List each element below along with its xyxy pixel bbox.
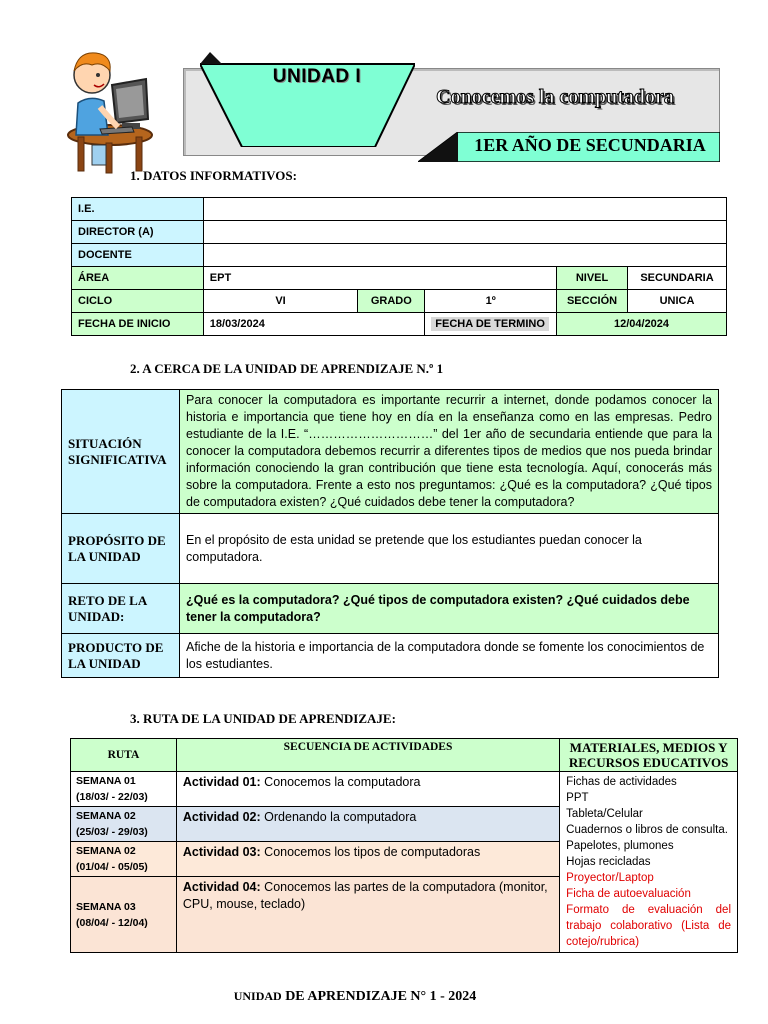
docente-value[interactable] bbox=[203, 244, 726, 267]
week-label: SEMANA 01 bbox=[76, 775, 136, 787]
docente-label: DOCENTE bbox=[72, 244, 204, 267]
route-table bbox=[70, 738, 738, 953]
week-cell bbox=[71, 877, 177, 953]
inicio-label: FECHA DE INICIO bbox=[72, 313, 204, 336]
info-table bbox=[71, 197, 727, 336]
material-item: Cuadernos o libros de consulta. bbox=[566, 824, 728, 836]
activity-text: Conocemos los tipos de computadoras bbox=[260, 845, 481, 859]
material-item: Tableta/Celular bbox=[566, 808, 643, 820]
seccion-value: UNICA bbox=[628, 290, 727, 313]
nivel-label: NIVEL bbox=[557, 267, 628, 290]
section2-title: 2. A CERCA DE LA UNIDAD DE APRENDIZAJE N.º 1 bbox=[130, 361, 444, 376]
grade-title: 1ER AÑO DE SECUNDARIA bbox=[474, 135, 706, 155]
activity-label: Actividad 02: bbox=[182, 810, 261, 824]
termino-label-cell bbox=[425, 313, 557, 336]
activity-text: Ordenando la computadora bbox=[260, 810, 417, 824]
activity-text: Conocemos la computadora bbox=[260, 775, 421, 789]
situacion-label: SITUACIÓN SIGNIFICATIVA bbox=[62, 390, 180, 514]
col-ruta: RUTA bbox=[71, 739, 177, 772]
activity-text: Conocemos las partes de la computadora (monitor, CPU, mouse, teclado) bbox=[182, 880, 548, 911]
material-item: PPT bbox=[566, 792, 589, 804]
week-dates: (18/03/ - 22/03) bbox=[76, 791, 148, 803]
activity-cell bbox=[176, 807, 559, 842]
seccion-label: SECCIÓN bbox=[557, 290, 628, 313]
ie-label: I.E. bbox=[72, 198, 204, 221]
inicio-value: 18/03/2024 bbox=[203, 313, 425, 336]
proposito-text: En el propósito de esta unidad se pretende que los estudiantes puedan conocer la computadora. bbox=[180, 514, 719, 584]
col-materiales: MATERIALES, MEDIOS Y RECURSOS EDUCATIVOS bbox=[560, 739, 738, 772]
week-dates: (08/04/ - 12/04) bbox=[76, 916, 148, 929]
director-label: DIRECTOR (A) bbox=[72, 221, 204, 244]
reto-label: RETO DE LA UNIDAD: bbox=[62, 584, 180, 634]
materials-cell bbox=[560, 772, 738, 953]
termino-value: 12/04/2024 bbox=[557, 313, 727, 336]
material-item-highlight: Proyector/Laptop bbox=[566, 872, 654, 884]
week-cell bbox=[71, 842, 177, 877]
material-item: Hojas recicladas bbox=[566, 856, 651, 868]
week-label: SEMANA 02 bbox=[76, 810, 136, 822]
nivel-value: SECUNDARIA bbox=[628, 267, 727, 290]
director-value[interactable] bbox=[203, 221, 726, 244]
activity-label: Actividad 01: bbox=[182, 775, 261, 789]
material-item-highlight: Ficha de autoevaluación bbox=[566, 888, 691, 900]
situacion-text: Para conocer la computadora es importante recurrir a internet, donde podamos conocer la historia e importancia que tiene hoy en día en la enseñanza como en las empresas. Pedro estudiante de la I.E. “…………………………” del 1er año de secundaria entiende que para la conocer la computadora debemos recurrir a diferentes tipos de medios que nos pueda brindar información conociendo la gran contribución que tiene esta tecnología. Aquí, conocerás más sobre la computadora. Frente a esto nos preguntamos: ¿Qué es la computadora? ¿Qué tipos de computadora existen? ¿Qué cuidados debe tener la computadora? bbox=[180, 390, 719, 514]
week-label: SEMANA 03 bbox=[76, 900, 136, 913]
producto-label: PRODUCTO DE LA UNIDAD bbox=[62, 634, 180, 678]
week-label: SEMANA 02 bbox=[76, 845, 136, 857]
unit-title: UNIDAD I bbox=[272, 66, 362, 87]
activity-label: Actividad 04: bbox=[182, 880, 261, 894]
footer-prefix: UNIDAD bbox=[233, 989, 282, 1003]
week-dates: (01/04/ - 05/05) bbox=[76, 861, 148, 873]
grado-label: GRADO bbox=[358, 290, 425, 313]
col-secuencia: SECUENCIA DE ACTIVIDADES bbox=[176, 739, 559, 772]
activity-cell bbox=[176, 842, 559, 877]
section3-title: 3. RUTA DE LA UNIDAD DE APRENDIZAJE: bbox=[130, 711, 396, 726]
material-item: Papelotes, plumones bbox=[566, 840, 674, 852]
reto-text: ¿Qué es la computadora? ¿Qué tipos de computadora existen? ¿Qué cuidados debe tener la computadora? bbox=[180, 584, 719, 634]
area-value: EPT bbox=[203, 267, 556, 290]
footer-title bbox=[0, 988, 710, 1005]
activity-cell bbox=[176, 877, 559, 953]
unit-about-table bbox=[61, 389, 719, 678]
week-cell bbox=[71, 772, 177, 807]
activity-cell bbox=[176, 772, 559, 807]
ciclo-value: VI bbox=[203, 290, 358, 313]
proposito-label: PROPÓSITO DE LA UNIDAD bbox=[62, 514, 180, 584]
ie-value[interactable] bbox=[203, 198, 726, 221]
grado-value: 1º bbox=[425, 290, 557, 313]
material-item-highlight: Formato de evaluación del trabajo colaborativo (Lista de cotejo/rubrica) bbox=[566, 904, 731, 948]
week-cell bbox=[71, 807, 177, 842]
producto-text: Afiche de la historia e importancia de la computadora donde se fomente los conocimientos de los estudiantes. bbox=[180, 634, 719, 678]
material-item: Fichas de actividades bbox=[566, 776, 677, 788]
footer-rest: DE APRENDIZAJE N° 1 - 2024 bbox=[281, 989, 477, 1004]
activity-label: Actividad 03: bbox=[182, 845, 261, 859]
section1-title: 1. DATOS INFORMATIVOS: bbox=[130, 168, 297, 183]
week-dates: (25/03/ - 29/03) bbox=[76, 826, 148, 838]
boy-computer-illustration bbox=[60, 45, 160, 175]
termino-label: FECHA DE TERMINO bbox=[431, 317, 549, 331]
unit-subtitle: Conocemos la computadora bbox=[436, 86, 674, 108]
area-label: ÁREA bbox=[72, 267, 204, 290]
ciclo-label: CICLO bbox=[72, 290, 204, 313]
